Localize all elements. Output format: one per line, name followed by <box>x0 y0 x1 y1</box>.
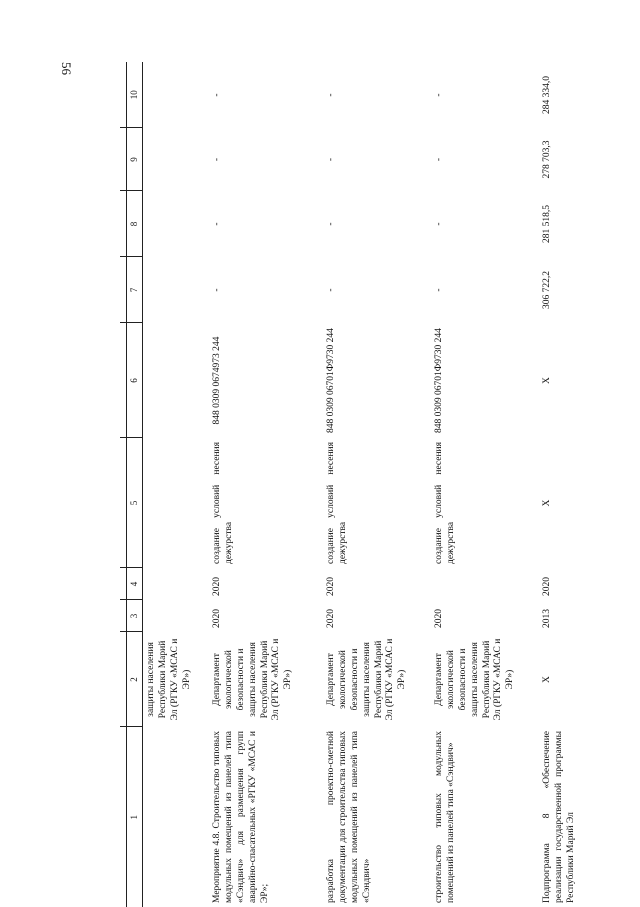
cell-value: - <box>434 157 444 162</box>
cell-end-year <box>143 568 210 600</box>
program-table <box>120 62 585 907</box>
cell-budget-code: 848 0309 06701Ф9730 244 <box>326 328 336 433</box>
cell-description <box>143 727 210 907</box>
cell-value: - <box>434 288 444 292</box>
cell-value: - <box>434 93 444 97</box>
column-header: 3 <box>127 600 143 632</box>
cell-start-year <box>143 600 210 632</box>
table-row <box>323 62 431 907</box>
cell-value: - <box>212 93 222 97</box>
cell-value: - <box>212 222 222 226</box>
table-row <box>209 62 323 907</box>
cell-end-year: 2020 <box>542 577 552 596</box>
table-row <box>143 62 210 907</box>
cell-budget-code: X <box>542 377 552 384</box>
cell-value: - <box>434 222 444 226</box>
cell-result: создание условий несения дежурства <box>326 442 348 564</box>
table-row <box>539 62 585 907</box>
column-header: 6 <box>127 323 143 438</box>
cell-result <box>143 438 210 568</box>
cell-value: 284 334,0 <box>542 76 552 114</box>
column-header: 7 <box>127 257 143 323</box>
column-number-row <box>127 62 143 907</box>
cell-end-year: 2020 <box>326 577 336 596</box>
cell-executor: Департамент экологической безопасности и защиты населения Республики Марий Эл (РГКУ «МСАС и ЭР») <box>326 638 408 721</box>
cell-value <box>143 128 210 191</box>
cell-executor: Департамент экологической безопасности и защиты населения Республики Марий Эл (РГКУ «МСАС и ЭР») <box>212 638 294 721</box>
cell-value: - <box>326 222 336 226</box>
cell-result: X <box>542 499 552 507</box>
cell-description: разработка проектно-сметной документации для строительства типовых модульных помещений из панелей типа «Сэндвич» <box>326 731 372 903</box>
cell-value: - <box>212 157 222 162</box>
cell-budget-code: 848 0309 06701Ф9730 244 <box>434 328 444 433</box>
cell-value: 306 722,2 <box>542 271 552 309</box>
cell-value <box>143 191 210 257</box>
cell-end-year: 2020 <box>212 577 222 596</box>
column-header: 9 <box>127 128 143 191</box>
cell-executor: защиты населения Республики Марий Эл (РГКУ «МСАС и ЭР») <box>146 638 192 721</box>
cell-budget-code: 848 0309 0674973 244 <box>212 336 222 425</box>
program-table-sheet <box>120 62 576 907</box>
cell-result: создание условий несения дежурства <box>212 442 234 564</box>
column-header: 5 <box>127 438 143 568</box>
cell-value: 278 703,3 <box>542 140 552 179</box>
column-header: 2 <box>127 632 143 727</box>
cell-start-year: 2020 <box>434 609 444 628</box>
cell-start-year: 2020 <box>326 609 336 628</box>
page-number: 56 <box>59 62 74 75</box>
cell-value: - <box>326 93 336 97</box>
cell-description: Мероприятие 4.8. Строительство типовых модульных помещений из панелей типа «Сэндвич» для размещения групп аварийно-спасательных «РГКУ «МСАС и ЭР»; <box>212 731 270 903</box>
column-header: 1 <box>127 727 143 907</box>
cell-result: создание условий несения дежурства <box>434 442 456 564</box>
cell-description: Подпрограмма 8 «Обеспечение реализации государственной программы Республики Марий Эл <box>542 731 576 903</box>
cell-value: 281 518,5 <box>542 205 552 243</box>
cell-end-year <box>431 568 539 600</box>
table-row <box>431 62 539 907</box>
cell-executor: Департамент экологической безопасности и защиты населения Республики Марий Эл (РГКУ «МСАС и ЭР») <box>434 638 516 721</box>
column-header: 10 <box>127 62 143 128</box>
column-header: 4 <box>127 568 143 600</box>
column-header: 8 <box>127 191 143 257</box>
cell-start-year: 2020 <box>212 609 222 628</box>
cell-value: - <box>326 157 336 162</box>
cell-value: - <box>212 288 222 292</box>
cell-start-year: 2013 <box>542 609 552 628</box>
cell-value <box>143 62 210 128</box>
cell-value <box>143 257 210 323</box>
cell-executor: X <box>542 676 552 683</box>
cell-budget-code <box>143 323 210 438</box>
cell-description: строительство типовых модульных помещений из панелей типа «Сэндвич» <box>434 731 456 903</box>
cell-value: - <box>326 288 336 292</box>
